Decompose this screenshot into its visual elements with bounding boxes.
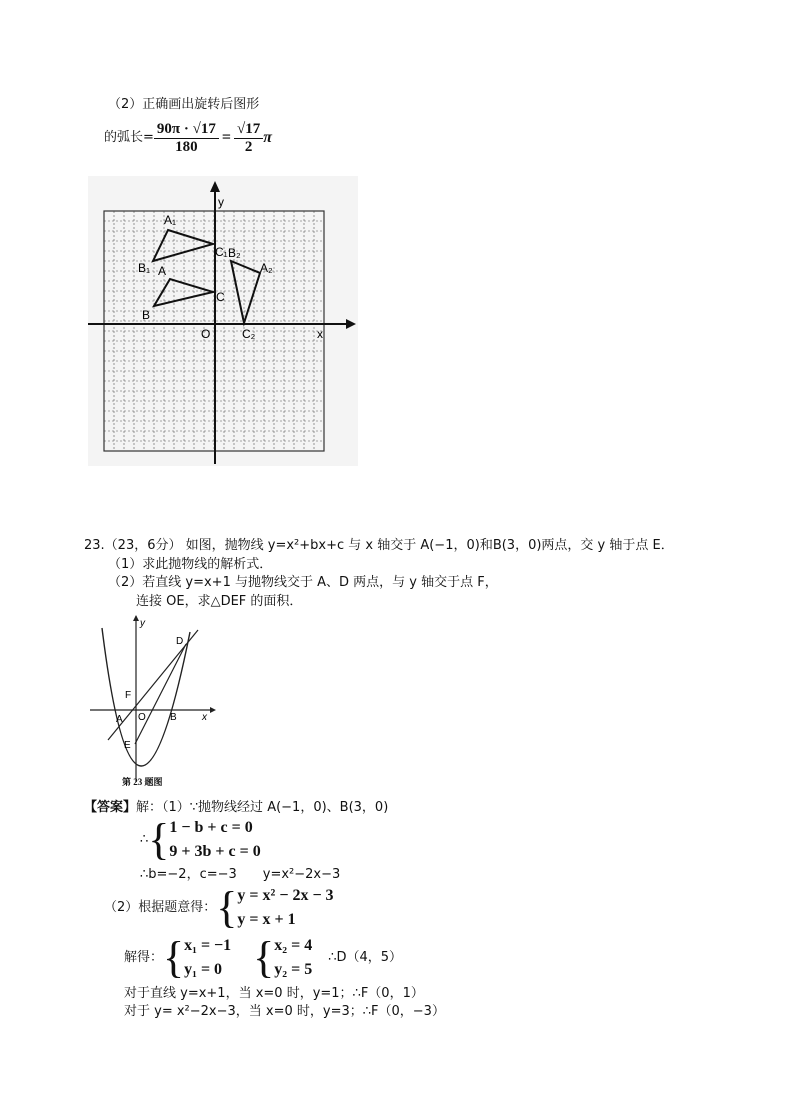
arc-fraction-2-denominator: 2 [244,138,253,155]
system-1 [140,816,261,864]
answer-intro: 解：（1）∵抛物线经过 A(−1，0)、B(3，0) [136,800,389,815]
arc-fraction-1 [154,121,219,156]
arc-length-formula [104,118,272,158]
arc-fraction-2 [234,121,263,156]
label-b: B [170,712,177,723]
solution-1-x: x₁ = −1 [184,937,232,954]
rotation-grid-figure [88,176,358,466]
point-d-result: ∴D（4，5） [328,950,403,965]
q23-sub2-continued: 连接 OE，求△DEF 的面积． [136,594,303,609]
label-b1: B₁ [138,261,151,275]
x-axis-label: x [317,327,323,341]
label-a1: A₁ [164,213,177,227]
system-1-eq-2: 9 + 3b + c = 0 [169,843,261,860]
brace-icon: { [148,815,170,864]
figure-caption: 第 23 题图 [122,777,163,787]
origin-label: O [201,327,211,341]
arc-prefix: 的弧长= [104,130,154,145]
label-c2: C₂ [242,327,256,341]
line-e-derivation: 对于 y= x²−2x−3，当 x=0 时，y=3；∴F（0，−3） [124,1004,445,1019]
brace-icon: { [163,933,185,982]
label-o: O [138,712,146,723]
arc-pi: π [263,129,272,146]
part2-heading: （2）正确画出旋转后图形 [108,97,260,112]
x-axis-arrow-icon [210,707,216,713]
system-2-eq-2: y = x + 1 [237,911,296,928]
y-axis-label: y [218,195,224,209]
solutions [124,934,402,982]
therefore-symbol: ∴ [140,832,149,847]
q23-statement: 23.（23，6分） 如图，抛物线 y=x²+bx+c 与 x 轴交于 A(−1，0)和B(3，0)两点，交 y 轴于点 E． [84,538,674,553]
label-c1: C₁ [215,245,228,259]
parabola-figure [86,612,222,790]
label-c: C [216,290,225,304]
q23-sub2: （2）若直线 y=x+1 与抛物线交于 A、D 两点，与 y 轴交于点 F， [108,575,498,590]
x-axis-label: x [202,712,207,723]
arc-fraction-2-numerator: √17 [234,121,263,139]
line-f-derivation: 对于直线 y=x+1，当 x=0 时，y=1；∴F（0，1） [124,986,424,1001]
result-1: ∴b=−2，c=−3 y=x²−2x−3 [140,867,341,882]
label-a2: A₂ [260,261,273,275]
solve-label: 解得： [124,950,164,965]
label-b2: B₂ [228,246,241,260]
label-b: B [142,308,151,322]
brace-icon: { [216,883,238,932]
label-f: F [125,690,132,701]
answer-line-1 [84,799,388,817]
arc-fraction-1-numerator: 90π · √17 [154,121,219,139]
system-2-eq-1: y = x² − 2x − 3 [237,887,334,904]
q23-sub1: （1）求此抛物线的解析式． [108,557,273,572]
arc-equals: = [221,129,231,146]
system-2 [104,884,334,932]
solution-2-x: x₂ = 4 [274,937,313,954]
solution-1-y: y₁ = 0 [184,961,223,978]
brace-icon: { [253,933,275,982]
parabola-curve [102,628,190,766]
label-a: A [158,264,167,278]
arc-fraction-1-denominator: 180 [175,138,198,155]
answer-tag: 【答案】 [84,800,137,815]
system-1-eq-1: 1 − b + c = 0 [169,819,253,836]
label-e: E [124,740,131,751]
y-axis-label: y [140,618,145,629]
solution-2-y: y₂ = 5 [274,961,313,978]
part2-label: （2）根据题意得： [104,900,217,915]
label-d: D [176,636,184,647]
label-a: A [116,714,123,725]
line-ed [135,644,186,744]
y-axis-arrow-icon [133,615,139,621]
